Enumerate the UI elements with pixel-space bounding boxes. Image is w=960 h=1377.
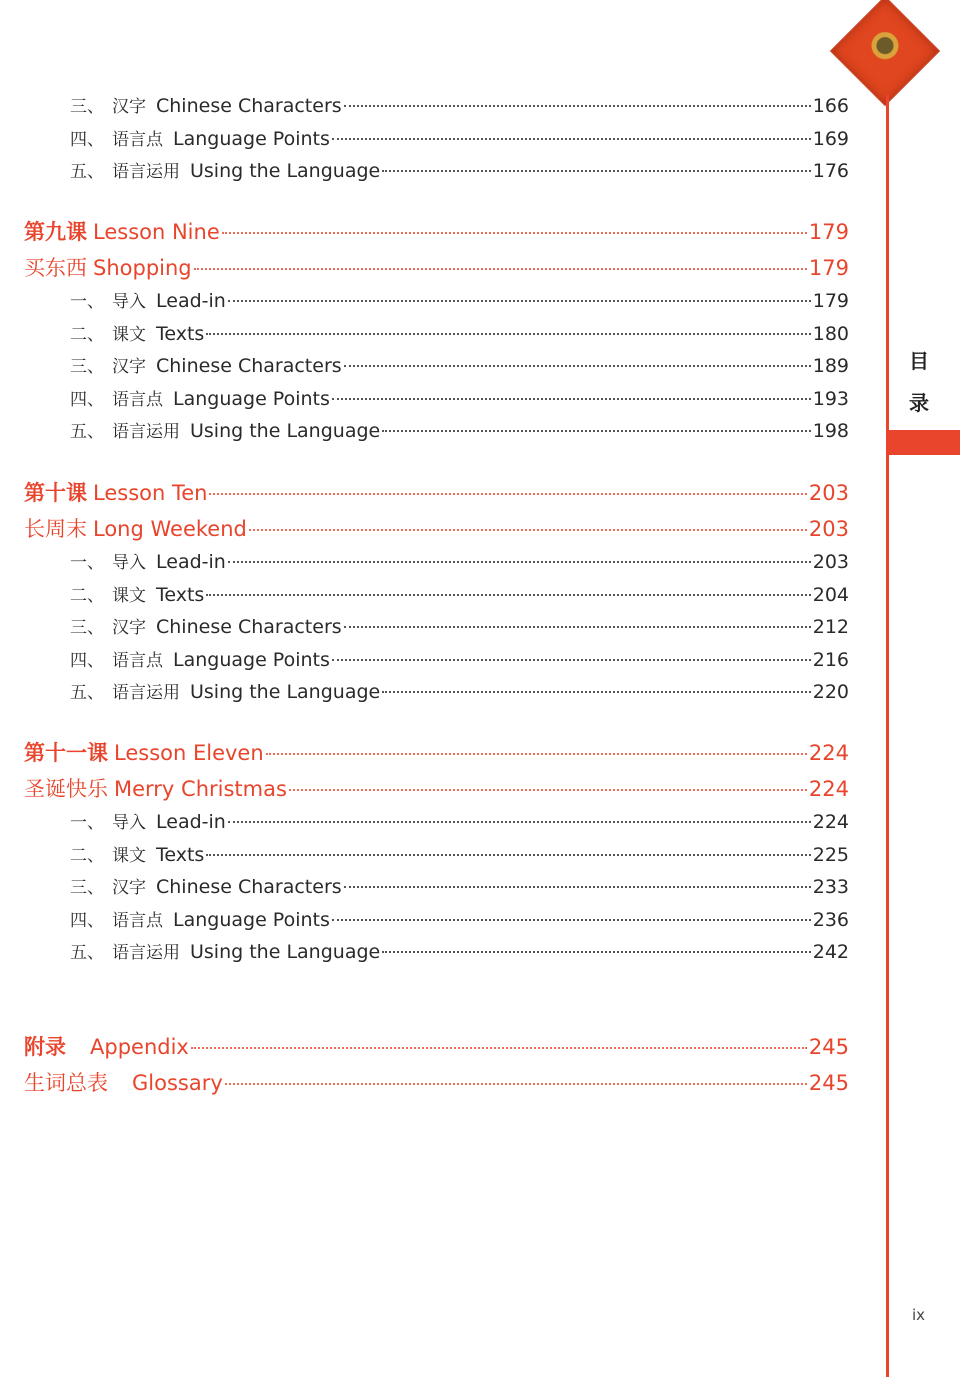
dot-leader xyxy=(289,789,807,791)
entry-page: 204 xyxy=(812,583,849,606)
entry-page: 203 xyxy=(808,517,849,541)
entry-chinese: 长周末 xyxy=(24,517,87,541)
entry-english: Glossary xyxy=(132,1071,223,1095)
entry-page: 198 xyxy=(812,420,849,443)
entry-english: Lesson Ten xyxy=(93,481,208,505)
entry-page: 203 xyxy=(812,551,849,573)
toc-entry-label xyxy=(70,841,204,866)
dot-leader xyxy=(332,138,811,140)
lesson-heading-label xyxy=(24,737,264,767)
dot-leader xyxy=(344,886,811,888)
toc-entry[interactable] xyxy=(70,808,849,833)
entry-english: Lead-in xyxy=(156,551,226,573)
vertical-divider xyxy=(886,95,889,1377)
entry-english: Appendix xyxy=(90,1035,189,1059)
entry-number: 五、 xyxy=(70,422,104,443)
entry-english: Using the Language xyxy=(190,681,381,704)
entry-number: 三、 xyxy=(70,97,104,117)
dot-leader xyxy=(194,268,807,270)
entry-chinese: 语言点 xyxy=(112,129,163,150)
entry-page: 220 xyxy=(812,681,849,704)
entry-number: 四、 xyxy=(70,650,104,671)
entry-page: 180 xyxy=(812,322,849,345)
toc-entry-label xyxy=(70,125,330,150)
lesson-heading[interactable] xyxy=(24,737,849,767)
toc-entry-label xyxy=(70,646,330,671)
entry-number: 五、 xyxy=(70,162,104,183)
entry-page: 203 xyxy=(808,481,849,505)
dot-leader xyxy=(344,365,811,367)
entry-number: 二、 xyxy=(70,585,104,606)
entry-number: 一、 xyxy=(70,292,104,312)
dot-leader xyxy=(332,919,811,921)
toc-entry[interactable] xyxy=(70,613,849,638)
toc-entry-label xyxy=(70,352,342,377)
entry-chinese: 语言点 xyxy=(112,910,163,931)
entry-english: Lesson Nine xyxy=(93,220,220,244)
entry-chinese: 语言运用 xyxy=(112,162,180,183)
entry-page: 193 xyxy=(812,387,849,410)
toc-entry[interactable] xyxy=(70,678,849,703)
toc-entry-label xyxy=(70,548,226,573)
entry-page: 216 xyxy=(812,648,849,671)
dot-leader xyxy=(206,333,810,335)
entry-chinese: 语言运用 xyxy=(112,683,180,704)
entry-number: 四、 xyxy=(70,910,104,931)
toc-entry[interactable] xyxy=(70,938,849,963)
entry-english: Texts xyxy=(156,583,205,606)
entry-english: Using the Language xyxy=(190,160,381,183)
entry-chinese: 导入 xyxy=(112,292,146,312)
entry-page: 224 xyxy=(808,777,849,801)
entry-chinese: 第十一课 xyxy=(24,741,108,765)
glossary-entry-label xyxy=(24,1067,223,1097)
dot-leader xyxy=(249,529,807,531)
toc-entry-label xyxy=(70,678,380,703)
toc-entry[interactable] xyxy=(70,646,849,671)
entry-page: 166 xyxy=(812,95,849,117)
toc-entry[interactable] xyxy=(70,287,849,312)
entry-number: 一、 xyxy=(70,553,104,573)
entry-number: 二、 xyxy=(70,324,104,345)
entry-english: Using the Language xyxy=(190,941,381,964)
toc-entry[interactable] xyxy=(70,581,849,606)
entry-chinese: 生词总表 xyxy=(24,1071,108,1095)
entry-chinese: 语言运用 xyxy=(112,943,180,964)
lesson-title[interactable] xyxy=(24,513,849,543)
entry-page: 189 xyxy=(812,355,849,378)
toc-entry-label xyxy=(70,320,204,345)
lesson-title-label xyxy=(24,513,247,543)
entry-page: 176 xyxy=(812,160,849,183)
entry-page: 224 xyxy=(812,811,849,833)
toc-entry[interactable] xyxy=(70,157,849,182)
toc-entry-label xyxy=(70,873,342,898)
side-title-char: 目 xyxy=(909,349,929,373)
entry-page: 225 xyxy=(812,843,849,866)
entry-english: Language Points xyxy=(173,127,330,150)
entry-chinese: 课文 xyxy=(112,585,146,606)
side-title-char: 录 xyxy=(909,391,929,415)
entry-number: 五、 xyxy=(70,943,104,964)
lesson-heading[interactable] xyxy=(24,216,849,246)
entry-english: Chinese Characters xyxy=(156,355,342,378)
entry-page: 169 xyxy=(812,127,849,150)
entry-english: Chinese Characters xyxy=(156,95,342,117)
entry-english: Texts xyxy=(156,843,205,866)
lesson-title-label xyxy=(24,773,287,803)
toc-entry-label xyxy=(70,417,380,442)
toc-entry[interactable] xyxy=(70,125,849,150)
entry-number: 三、 xyxy=(70,357,104,378)
entry-page: 242 xyxy=(812,941,849,964)
entry-chinese: 课文 xyxy=(112,324,146,345)
toc-entry[interactable] xyxy=(70,352,849,377)
entry-chinese: 导入 xyxy=(112,553,146,573)
toc-entry[interactable] xyxy=(70,906,849,931)
dot-leader xyxy=(382,430,811,432)
toc-entry-label xyxy=(70,581,204,606)
entry-english: Lesson Eleven xyxy=(114,741,264,765)
toc-entry-label xyxy=(70,92,342,117)
lesson-heading-label xyxy=(24,216,220,246)
appendix-entry-label xyxy=(24,1031,189,1061)
entry-english: Texts xyxy=(156,322,205,345)
dot-leader xyxy=(222,232,807,234)
entry-number: 五、 xyxy=(70,683,104,704)
entry-page: 233 xyxy=(812,876,849,899)
dot-leader xyxy=(209,493,806,495)
entry-english: Chinese Characters xyxy=(156,876,342,899)
dot-leader xyxy=(206,594,810,596)
toc-entry[interactable] xyxy=(70,417,849,442)
entry-chinese: 汉字 xyxy=(112,357,146,378)
entry-number: 四、 xyxy=(70,129,104,150)
dot-leader xyxy=(382,951,811,953)
entry-english: Chinese Characters xyxy=(156,616,342,639)
entry-page: 224 xyxy=(808,741,849,765)
toc-entry[interactable] xyxy=(70,841,849,866)
glossary-entry[interactable] xyxy=(24,1067,849,1097)
entry-chinese: 汉字 xyxy=(112,878,146,899)
entry-number: 四、 xyxy=(70,389,104,410)
entry-english: Language Points xyxy=(173,387,330,410)
entry-page: 245 xyxy=(808,1035,849,1059)
toc-entry[interactable] xyxy=(70,92,849,117)
toc-entry-label xyxy=(70,385,330,410)
entry-chinese: 圣诞快乐 xyxy=(24,777,108,801)
dot-leader xyxy=(191,1047,807,1049)
entry-number: 一、 xyxy=(70,813,104,833)
entry-english: Language Points xyxy=(173,908,330,931)
entry-chinese: 附录 xyxy=(24,1035,66,1059)
entry-number: 二、 xyxy=(70,845,104,866)
toc-entry-label xyxy=(70,906,330,931)
entry-chinese: 第十课 xyxy=(24,481,87,505)
entry-english: Lead-in xyxy=(156,811,226,833)
page-number: ix xyxy=(912,1306,926,1324)
entry-chinese: 第九课 xyxy=(24,220,87,244)
dot-leader xyxy=(382,170,811,172)
toc-entry[interactable] xyxy=(70,320,849,345)
entry-chinese: 语言点 xyxy=(112,650,163,671)
toc-entry-label xyxy=(70,287,226,312)
entry-chinese: 语言运用 xyxy=(112,422,180,443)
appendix-entry[interactable] xyxy=(24,1031,849,1061)
entry-english: Language Points xyxy=(173,648,330,671)
entry-chinese: 导入 xyxy=(112,813,146,833)
entry-chinese: 买东西 xyxy=(24,256,87,280)
entry-page: 179 xyxy=(812,290,849,312)
entry-chinese: 课文 xyxy=(112,845,146,866)
entry-number: 三、 xyxy=(70,878,104,899)
entry-english: Long Weekend xyxy=(93,517,247,541)
side-title xyxy=(906,340,932,424)
entry-english: Shopping xyxy=(93,256,192,280)
entry-english: Lead-in xyxy=(156,290,226,312)
entry-page: 236 xyxy=(812,908,849,931)
entry-number: 三、 xyxy=(70,618,104,639)
side-tab-bar xyxy=(886,430,960,455)
dot-leader xyxy=(225,1083,807,1085)
lesson-heading[interactable] xyxy=(24,477,849,507)
entry-english: Using the Language xyxy=(190,420,381,443)
dot-leader xyxy=(228,561,811,563)
dot-leader xyxy=(332,659,811,661)
toc-entry-label xyxy=(70,157,380,182)
dot-leader xyxy=(344,105,811,107)
lesson-heading-label xyxy=(24,477,207,507)
lesson-title[interactable] xyxy=(24,773,849,803)
dot-leader xyxy=(332,398,811,400)
lesson-title[interactable] xyxy=(24,252,849,282)
dot-leader xyxy=(228,300,811,302)
toc-entry[interactable] xyxy=(70,873,849,898)
dot-leader xyxy=(266,753,807,755)
dot-leader xyxy=(206,854,810,856)
entry-chinese: 语言点 xyxy=(112,389,163,410)
entry-english: Merry Christmas xyxy=(114,777,287,801)
entry-chinese: 汉字 xyxy=(112,97,146,117)
dot-leader xyxy=(344,626,811,628)
entry-page: 179 xyxy=(808,220,849,244)
decorative-diamond-ornament xyxy=(830,0,940,106)
toc-entry-label xyxy=(70,613,342,638)
entry-page: 212 xyxy=(812,616,849,639)
entry-page: 245 xyxy=(808,1071,849,1095)
toc-entry-label xyxy=(70,808,226,833)
dot-leader xyxy=(382,691,811,693)
toc-entry[interactable] xyxy=(70,548,849,573)
toc-entry[interactable] xyxy=(70,385,849,410)
entry-page: 179 xyxy=(808,256,849,280)
lesson-title-label xyxy=(24,252,192,282)
entry-chinese: 汉字 xyxy=(112,618,146,639)
dot-leader xyxy=(228,821,811,823)
toc-entry-label xyxy=(70,938,380,963)
